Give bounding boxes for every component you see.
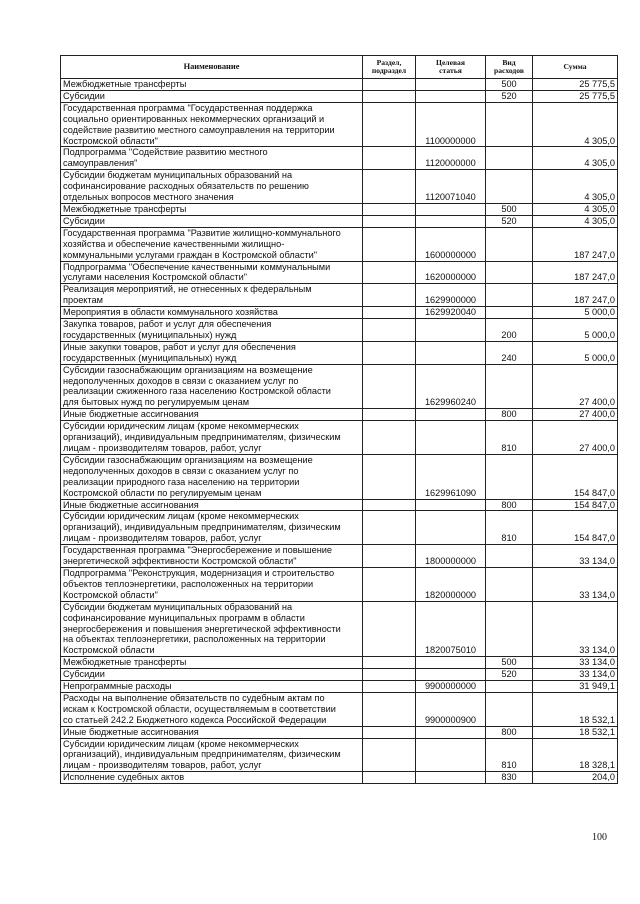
header-target-line: Целевая (436, 57, 465, 67)
row-name-line: для бытовых нужд по регулируемым ценам (63, 397, 250, 408)
row-name-line: проектам (63, 295, 103, 306)
row-section-cell (363, 454, 416, 499)
row-target-cell: 1100000000 (416, 102, 486, 147)
row-type-cell: 810 (486, 511, 533, 545)
row-name-line: Костромской области" (63, 589, 158, 600)
row-name-cell (61, 227, 363, 261)
row-target-cell (416, 90, 486, 102)
row-name-line: Иные бюджетные ассигнования (63, 726, 199, 737)
row-name-line: Субсидии бюджетам муниципальных образований на (63, 170, 293, 181)
row-target-cell (416, 319, 486, 342)
table-row (61, 319, 618, 342)
table-row (61, 681, 618, 693)
row-name-line: Мероприятия в области коммунального хозяйства (63, 307, 278, 318)
row-section-cell (363, 215, 416, 227)
row-name-line: Субсидии газоснабжающим организациям на возмещение (63, 364, 313, 375)
row-section-cell (363, 203, 416, 215)
table-row (61, 227, 618, 261)
row-name-line: Подпрограмма "Реконструкция, модернизация и строительство (63, 567, 335, 578)
row-type-cell: 800 (486, 726, 533, 738)
row-name-cell (61, 307, 363, 319)
table-row (61, 511, 618, 545)
table-row (61, 692, 618, 726)
row-target-cell (416, 203, 486, 215)
row-target-cell (416, 79, 486, 91)
row-name-line: Костромской области" (63, 135, 158, 146)
row-name-line: на объектах теплоэнергетики, расположенных на территории (63, 634, 326, 645)
row-name-line: Субсидии юридическим лицам (кроме некоммерческих (63, 738, 299, 749)
row-name-cell (61, 170, 363, 204)
row-type-cell (486, 307, 533, 319)
row-section-cell (363, 601, 416, 657)
row-target-cell: 1629920040 (416, 307, 486, 319)
row-name-line: Государственная программа "Государственная поддержка (63, 102, 313, 113)
row-name-line: Закупка товаров, работ и услуг для обеспечения (63, 319, 272, 330)
row-sum-cell: 4 305,0 (533, 215, 618, 227)
table-row (61, 738, 618, 772)
table-row (61, 567, 618, 601)
table-row (61, 341, 618, 364)
row-section-cell (363, 307, 416, 319)
row-target-cell (416, 215, 486, 227)
row-name-line: самоуправления" (63, 158, 138, 169)
table-row (61, 772, 618, 784)
row-type-cell (486, 601, 533, 657)
row-name-line: Субсидии (63, 669, 105, 680)
row-name-cell (61, 215, 363, 227)
header-target-line: статья (439, 66, 462, 75)
row-sum-cell: 5 000,0 (533, 341, 618, 364)
row-sum-cell: 204,0 (533, 772, 618, 784)
row-sum-cell: 18 328,1 (533, 738, 618, 772)
row-sum-cell: 33 134,0 (533, 601, 618, 657)
row-name-line: Иные бюджетные ассигнования (63, 499, 199, 510)
row-name-cell (61, 284, 363, 307)
row-section-cell (363, 90, 416, 102)
row-name-line: энергосбережения и повышения энергетической эффективности (63, 623, 341, 634)
row-target-cell: 1600000000 (416, 227, 486, 261)
row-type-cell (486, 692, 533, 726)
row-sum-cell: 5 000,0 (533, 319, 618, 342)
row-sum-cell: 187 247,0 (533, 284, 618, 307)
row-name-cell (61, 601, 363, 657)
row-name-line: хозяйства и обеспечение качественными жилищно- (63, 238, 285, 249)
row-sum-cell: 154 847,0 (533, 499, 618, 511)
table-row (61, 284, 618, 307)
row-name-line: Подпрограмма "Обеспечение качественными коммунальными (63, 261, 331, 272)
row-sum-cell: 18 532,1 (533, 692, 618, 726)
row-section-cell (363, 284, 416, 307)
row-name-line: недополученных доходов в связи с оказанием услуг по (63, 375, 299, 386)
row-section-cell (363, 545, 416, 568)
row-type-cell (486, 681, 533, 693)
row-name-line: лицам - производителям товаров, работ, услуг (63, 760, 262, 771)
row-name-cell (61, 692, 363, 726)
table-row (61, 726, 618, 738)
row-name-line: объектов теплоэнергетики, расположенных на территории (63, 578, 314, 589)
table-row (61, 203, 618, 215)
row-section-cell (363, 364, 416, 409)
row-name-cell (61, 657, 363, 669)
table-row (61, 261, 618, 284)
row-section-cell (363, 726, 416, 738)
table-row (61, 90, 618, 102)
row-type-cell (486, 454, 533, 499)
row-name-line: отдельных вопросов местного значения (63, 192, 234, 203)
row-name-cell (61, 421, 363, 455)
table-row (61, 102, 618, 147)
row-name-cell (61, 364, 363, 409)
row-sum-cell: 154 847,0 (533, 454, 618, 499)
row-sum-cell: 33 134,0 (533, 657, 618, 669)
row-name-line: организаций), индивидуальным предпринимателям, физическим (63, 749, 341, 760)
header-name: Наименование (61, 56, 363, 79)
row-name-cell (61, 545, 363, 568)
table-row (61, 170, 618, 204)
row-section-cell (363, 319, 416, 342)
row-target-cell: 1120000000 (416, 147, 486, 170)
row-name-cell (61, 567, 363, 601)
budget-table (60, 55, 618, 784)
table-row (61, 147, 618, 170)
row-name-line: софинансирование муниципальных программ в области (63, 612, 305, 623)
row-type-cell (486, 102, 533, 147)
row-name-line: организаций), индивидуальным предпринимателям, физическим (63, 522, 341, 533)
row-name-line: Субсидии (63, 90, 105, 101)
row-name-line: коммунальными услугами граждан в Костромской области" (63, 249, 318, 260)
row-name-cell (61, 203, 363, 215)
row-target-cell (416, 499, 486, 511)
table-row (61, 601, 618, 657)
row-name-cell (61, 511, 363, 545)
table-row (61, 364, 618, 409)
row-name-line: реализации сжиженного газа населению Костромской области (63, 386, 331, 397)
row-name-cell (61, 738, 363, 772)
row-section-cell (363, 681, 416, 693)
table-row (61, 657, 618, 669)
table-body (61, 79, 618, 784)
row-sum-cell: 25 775,5 (533, 79, 618, 91)
row-name-line: со статьей 242.2 Бюджетного кодекса Российской Федерации (63, 714, 327, 725)
row-target-cell (416, 421, 486, 455)
row-name-cell (61, 79, 363, 91)
row-type-cell (486, 364, 533, 409)
row-target-cell: 1820000000 (416, 567, 486, 601)
row-name-line: недополученных доходов в связи с оказанием услуг по (63, 465, 299, 476)
row-section-cell (363, 421, 416, 455)
row-name-cell (61, 772, 363, 784)
row-target-cell (416, 726, 486, 738)
row-section-cell (363, 669, 416, 681)
row-name-line: Государственная программа "Энергосбережение и повышение (63, 545, 333, 556)
row-section-cell (363, 657, 416, 669)
row-type-cell: 520 (486, 669, 533, 681)
row-name-line: Непрограммные расходы (63, 681, 172, 692)
row-name-line: Субсидии бюджетам муниципальных образований на (63, 601, 293, 612)
row-section-cell (363, 738, 416, 772)
row-type-cell: 800 (486, 499, 533, 511)
row-name-cell (61, 726, 363, 738)
row-section-cell (363, 79, 416, 91)
row-sum-cell: 4 305,0 (533, 203, 618, 215)
row-section-cell (363, 170, 416, 204)
table-row (61, 215, 618, 227)
row-type-cell: 500 (486, 79, 533, 91)
row-name-line: лицам - производителям товаров, работ, услуг (63, 533, 262, 544)
row-sum-cell: 27 400,0 (533, 421, 618, 455)
table-row (61, 669, 618, 681)
row-name-cell (61, 261, 363, 284)
row-target-cell: 1820075010 (416, 601, 486, 657)
row-sum-cell: 33 134,0 (533, 669, 618, 681)
row-sum-cell: 5 000,0 (533, 307, 618, 319)
row-type-cell (486, 261, 533, 284)
row-section-cell (363, 499, 416, 511)
row-type-cell: 520 (486, 215, 533, 227)
row-sum-cell: 31 949,1 (533, 681, 618, 693)
row-sum-cell: 27 400,0 (533, 364, 618, 409)
row-target-cell (416, 511, 486, 545)
row-type-cell (486, 284, 533, 307)
row-name-cell (61, 90, 363, 102)
row-section-cell (363, 341, 416, 364)
row-target-cell: 1629960240 (416, 364, 486, 409)
table-row (61, 545, 618, 568)
row-name-line: социально ориентированных некоммерческих организаций и (63, 113, 325, 124)
row-target-cell (416, 738, 486, 772)
row-name-line: Межбюджетные трансферты (63, 657, 187, 668)
row-type-cell: 800 (486, 409, 533, 421)
row-name-line: Государственная программа "Развитие жилищно-коммунального (63, 227, 341, 238)
row-name-line: энергетической эффективности Костромской области" (63, 556, 297, 567)
row-target-cell: 9900000000 (416, 681, 486, 693)
row-name-cell (61, 102, 363, 147)
row-section-cell (363, 567, 416, 601)
row-name-line: Исполнение судебных актов (63, 772, 185, 783)
row-sum-cell: 4 305,0 (533, 170, 618, 204)
row-section-cell (363, 772, 416, 784)
row-name-line: Субсидии газоснабжающим организациям на возмещение (63, 454, 313, 465)
row-section-cell (363, 102, 416, 147)
row-section-cell (363, 227, 416, 261)
header-target (416, 56, 486, 79)
row-name-line: содействие развитию местного самоуправления на территории (63, 124, 335, 135)
row-section-cell (363, 511, 416, 545)
row-name-cell (61, 681, 363, 693)
row-sum-cell: 154 847,0 (533, 511, 618, 545)
row-name-line: организаций), индивидуальным предпринимателям, физическим (63, 432, 341, 443)
header-type-line: расходов (494, 66, 524, 75)
row-target-cell (416, 409, 486, 421)
row-type-cell: 810 (486, 738, 533, 772)
row-type-cell: 500 (486, 203, 533, 215)
row-name-cell (61, 669, 363, 681)
row-type-cell (486, 147, 533, 170)
row-name-line: искам к Костромской области, осуществляемым в соответствии (63, 703, 336, 714)
header-section (363, 56, 416, 79)
page-number: 100 (592, 832, 607, 843)
row-type-cell (486, 545, 533, 568)
row-section-cell (363, 692, 416, 726)
row-name-line: государственных (муниципальных) нужд (63, 352, 237, 363)
row-name-cell (61, 454, 363, 499)
row-type-cell: 520 (486, 90, 533, 102)
header-section-line: Раздел, (376, 57, 402, 67)
row-name-line: Расходы на выполнение обязательств по судебным актам по (63, 692, 325, 703)
row-name-line: Межбюджетные трансферты (63, 79, 187, 89)
row-name-cell (61, 341, 363, 364)
table-row (61, 307, 618, 319)
table-row (61, 79, 618, 91)
row-name-line: государственных (муниципальных) нужд (63, 329, 237, 340)
row-target-cell: 1629961090 (416, 454, 486, 499)
header-type-line: Вид (502, 57, 516, 67)
row-name-line: Субсидии юридическим лицам (кроме некоммерческих (63, 511, 299, 522)
row-target-cell: 1120071040 (416, 170, 486, 204)
row-type-cell: 500 (486, 657, 533, 669)
row-target-cell (416, 657, 486, 669)
row-sum-cell: 4 305,0 (533, 147, 618, 170)
row-sum-cell: 27 400,0 (533, 409, 618, 421)
row-type-cell: 830 (486, 772, 533, 784)
row-name-line: лицам - производителям товаров, работ, услуг (63, 443, 262, 453)
row-name-line: услугами населения Костромской области" (63, 272, 248, 283)
row-name-line: Субсидии юридическим лицам (кроме некоммерческих (63, 421, 299, 432)
row-section-cell (363, 147, 416, 170)
row-name-line: реализации природного газа населению на территории (63, 476, 300, 487)
row-type-cell (486, 170, 533, 204)
table-header (61, 56, 618, 79)
row-name-line: Костромской области по регулируемым ценам (63, 487, 262, 498)
header-section-line: подраздел (371, 66, 407, 75)
header-sum: Сумма (533, 56, 618, 79)
row-name-line: софинансирование расходных обязательств по решению (63, 181, 309, 192)
row-name-line: Костромской области (63, 645, 155, 656)
row-sum-cell: 18 532,1 (533, 726, 618, 738)
row-target-cell (416, 669, 486, 681)
row-type-cell (486, 567, 533, 601)
row-name-line: Реализация мероприятий, не отнесенных к федеральным (63, 284, 312, 295)
row-type-cell (486, 227, 533, 261)
header-type (486, 56, 533, 79)
row-sum-cell: 33 134,0 (533, 545, 618, 568)
row-name-cell (61, 499, 363, 511)
row-target-cell: 1800000000 (416, 545, 486, 568)
row-name-cell (61, 409, 363, 421)
row-target-cell (416, 772, 486, 784)
row-target-cell: 9900000900 (416, 692, 486, 726)
row-sum-cell: 4 305,0 (533, 102, 618, 147)
row-name-line: Субсидии (63, 215, 105, 226)
table-row (61, 409, 618, 421)
row-target-cell (416, 341, 486, 364)
row-sum-cell: 33 134,0 (533, 567, 618, 601)
row-name-line: Межбюджетные трансферты (63, 203, 187, 214)
row-section-cell (363, 261, 416, 284)
row-type-cell: 200 (486, 319, 533, 342)
row-name-cell (61, 319, 363, 342)
row-name-line: Иные бюджетные ассигнования (63, 409, 199, 420)
row-sum-cell: 187 247,0 (533, 261, 618, 284)
row-sum-cell: 25 775,5 (533, 90, 618, 102)
row-name-line: Иные закупки товаров, работ и услуг для обеспечения (63, 341, 296, 352)
table-row (61, 499, 618, 511)
header-row (61, 56, 618, 79)
row-target-cell: 1629900000 (416, 284, 486, 307)
row-target-cell: 1620000000 (416, 261, 486, 284)
row-name-line: Подпрограмма "Содействие развитию местного (63, 147, 268, 158)
row-name-cell (61, 147, 363, 170)
row-type-cell: 810 (486, 421, 533, 455)
row-type-cell: 240 (486, 341, 533, 364)
table-row (61, 421, 618, 455)
row-section-cell (363, 409, 416, 421)
table-row (61, 454, 618, 499)
row-sum-cell: 187 247,0 (533, 227, 618, 261)
